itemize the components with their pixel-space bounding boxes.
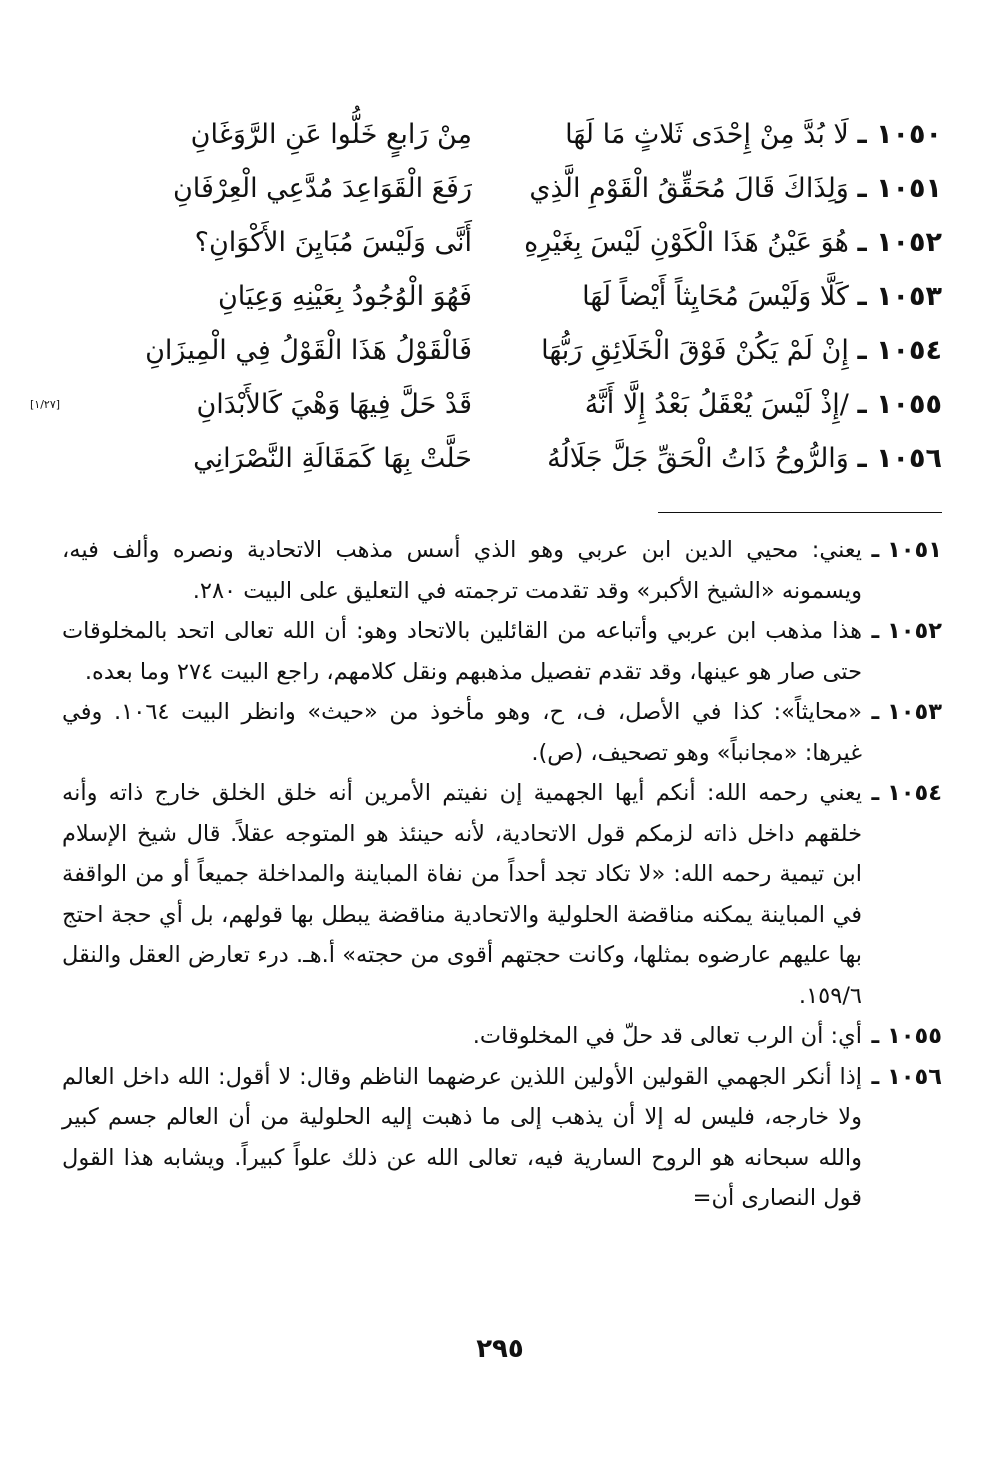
verse-first-hemistich bbox=[512, 378, 942, 432]
footnote-divider bbox=[658, 512, 942, 513]
verse-second-hemistich: رَفَعَ الْقَوَاعِدَ مُدَّعِي الْعِرْفَانِ bbox=[172, 173, 472, 204]
verse-number: ١٠٥١ ـ bbox=[857, 173, 942, 204]
footnote-1056 bbox=[62, 1057, 942, 1219]
verse-second-hemistich: مِنْ رَابعٍ خَلُّوا عَنِ الرَّوَغَانِ bbox=[190, 119, 472, 150]
footnote-number: ١٠٥١ ـ bbox=[871, 537, 942, 563]
footnote-text: يعني رحمه الله: أنكم أيها الجهمية إن نفيتم الأمرين أنه خلق الخلق خارج ذاته وأنه خلقهم داخل ذاته لزمكم قول الاتحادية، لأنه حينئذ هو المتوجه عقلاً. قال شيخ الإسلام ابن تيمية رحمه الله: «لا تكاد تجد أحداً من نفاة المباينة والمداخلة جميعاً أو من الواقفة في المباينة يمكنه مناقضة الحلولية والاتحادية مناقضة يبطل بها قولهم، بل أي حجة احتج بها عليهم عارضوه بمثلها، وكانت حجتهم أقوى من حجته» أ.هـ. درء تعارض العقل والنقل ١٥٩/٦. bbox=[62, 780, 862, 1009]
page-number: ٢٩٥ bbox=[476, 1334, 524, 1364]
verse-second-hemistich: فَالْقَوْلُ هَذَا الْقَوْلُ فِي الْمِيزَانِ bbox=[145, 335, 472, 366]
verse-number: ١٠٥٦ ـ bbox=[857, 443, 942, 474]
hemistich-text: هُوَ عَيْنُ هَذَا الْكَوْنِ لَيْسَ بِغَيْرِهِ bbox=[524, 227, 849, 258]
manuscript-page-ref: [١/٢٧] bbox=[30, 398, 61, 411]
hemistich-text: وَالرُّوحُ ذَاتُ الْحَقِّ جَلَّ جَلَالُهُ bbox=[547, 443, 849, 474]
footnote-number: ١٠٥٥ ـ bbox=[871, 1023, 942, 1049]
footnote-1051 bbox=[62, 530, 942, 611]
verse-number: ١٠٥٢ ـ bbox=[857, 227, 942, 258]
verse-first-hemistich bbox=[512, 324, 942, 378]
footnote-text: هذا مذهب ابن عربي وأتباعه من القائلين بالاتحاد وهو: أن الله تعالى اتحد بالمخلوقات حتى صار هو عينها، وقد تقدم تفصيل مذهبهم ونقل كلامهم، راجع البيت ٢٧٤ وما بعده. bbox=[62, 618, 862, 685]
verse-1050 bbox=[62, 108, 942, 162]
verse-second-hemistich: حَلَّتْ بِهَا كَمَقَالَةِ النَّصْرَانِي bbox=[193, 443, 472, 474]
footnote-1052 bbox=[62, 611, 942, 692]
hemistich-text: لَا بُدَّ مِنْ إِحْدَى ثَلاثٍ مَا لَهَا bbox=[565, 119, 849, 150]
footnote-number: ١٠٥٤ ـ bbox=[871, 780, 942, 806]
footnote-number: ١٠٥٦ ـ bbox=[871, 1063, 942, 1090]
footnote-number: ١٠٥٢ ـ bbox=[871, 618, 942, 644]
footnote-text: يعني: محيي الدين ابن عربي وهو الذي أسس مذهب الاتحادية ونصره وألف فيه، ويسمونه «الشيخ الأكبر» وقد تقدمت ترجمته في التعليق على البيت ٢٨٠. bbox=[62, 537, 862, 604]
verse-number: ١٠٥٥ ـ bbox=[857, 389, 942, 420]
verse-first-hemistich bbox=[512, 432, 942, 486]
verse-1054 bbox=[62, 324, 942, 378]
hemistich-text: كَلَّا وَلَيْسَ مُحَايِثاً أَيْضاً لَهَا bbox=[582, 281, 849, 312]
verse-second-hemistich: فَهُوَ الْوُجُودُ بِعَيْنِهِ وَعِيَانِ bbox=[217, 281, 472, 312]
footnote-number: ١٠٥٣ ـ bbox=[871, 699, 942, 725]
footnote-1053 bbox=[62, 692, 942, 773]
verse-1055 bbox=[30, 378, 942, 432]
verse-number: ١٠٥٣ ـ bbox=[857, 281, 942, 312]
verse-second-hemistich: أَنَّى وَلَيْسَ مُبَايِنَ الأَكْوَانِ؟ bbox=[194, 227, 472, 258]
verse-number: ١٠٥٠ ـ bbox=[857, 119, 942, 150]
footnote-text: إذا أنكر الجهمي القولين الأولين اللذين عرضهما الناظم وقال: لا أقول: الله داخل العالم ولا خارجه، فليس له إلا أن يذهب إلى ما ذهبت إليه الحلولية من أن العالم جسم كبير والله سبحانه هو الروح السارية فيه، تعالى الله عن ذلك علواً كبيراً. ويشابه هذا القول قول النصارى أن= bbox=[62, 1063, 862, 1211]
verse-number: ١٠٥٤ ـ bbox=[857, 335, 942, 366]
page bbox=[30, 108, 942, 1408]
hemistich-text: وَلِذَاكَ قَالَ مُحَقِّقُ الْقَوْمِ الَّذِي bbox=[529, 173, 849, 204]
hemistich-text: /إِذْ لَيْسَ يُعْقَلُ بَعْدُ إِلَّا أَنَّهُ bbox=[584, 389, 849, 420]
verse-first-hemistich bbox=[512, 216, 942, 270]
footnote-text: «محايثاً»: كذا في الأصل، ف، ح، وهو مأخوذ من «حيث» وانظر البيت ١٠٦٤. وفي غيرها: «مجانباً» وهو تصحيف، (ص). bbox=[62, 699, 862, 766]
verse-first-hemistich bbox=[512, 270, 942, 324]
poem bbox=[30, 108, 942, 486]
verse-1053 bbox=[62, 270, 942, 324]
verse-second-hemistich: قَدْ حَلَّ فِيهَا وَهْيَ كَالأَبْدَانِ bbox=[196, 389, 472, 420]
verse-first-hemistich bbox=[512, 108, 942, 162]
hemistich-text: إِنْ لَمْ يَكُنْ فَوْقَ الْخَلَائِقِ رَبُّهَا bbox=[541, 335, 849, 366]
verse-1056 bbox=[62, 432, 942, 486]
footnote-text: أي: أن الرب تعالى قد حلّ في المخلوقات. bbox=[472, 1023, 862, 1049]
verse-first-hemistich bbox=[512, 162, 942, 216]
verse-1052 bbox=[62, 216, 942, 270]
footnote-1055 bbox=[62, 1016, 942, 1057]
footnote-1054 bbox=[62, 773, 942, 1016]
footnotes bbox=[62, 530, 942, 1219]
verse-1051 bbox=[62, 162, 942, 216]
